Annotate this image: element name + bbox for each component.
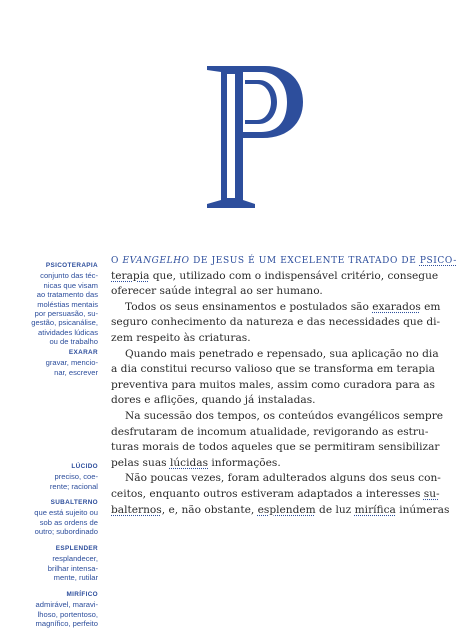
definition-line: conjunto das téc- <box>40 271 98 281</box>
glossary-term: PSICOTERAPIA <box>45 262 98 269</box>
definition-line: outro; subordinado <box>34 527 98 537</box>
text-line <box>111 253 457 269</box>
definition-line: que está sujeito ou <box>34 508 98 518</box>
glossary-link-lucido[interactable]: lúcidas <box>169 456 209 469</box>
opening-smallcaps: O EVANGELHO DE JESUS É UM EXCELENTE TRATADO DE PSICO- <box>111 256 457 266</box>
text-line: Na sucessão dos tempos, os conteúdos evangélicos sempre <box>125 409 444 422</box>
text-line: terapia que, utilizado com o indispensável critério, consegue <box>111 269 439 282</box>
glossary-link-exarar[interactable]: exarados <box>372 300 421 313</box>
text-line: preventiva para muitos males, assim como curadora para as <box>111 378 435 391</box>
drop-cap-letter <box>205 60 305 210</box>
definition-line: ou de trabalho <box>49 337 98 347</box>
definition-line: nicas que visam <box>43 280 98 290</box>
definition-line: atividades lúdicas <box>38 327 98 337</box>
text-line: desfrutaram de incomum atualidade, revigorando as estru- <box>111 425 429 438</box>
glossary-link-esplender[interactable]: esplendem <box>257 503 316 516</box>
glossary-definition <box>6 554 98 582</box>
text-line: zem respeito às criaturas. <box>111 331 251 344</box>
text-line: dores e aflições, quando já instaladas. <box>111 394 316 407</box>
glossary-link-subalterno[interactable]: su- <box>423 487 440 500</box>
glossary-term: LÚCIDO <box>71 463 98 470</box>
glossary-definition <box>6 508 98 536</box>
glossary-definition <box>6 271 98 346</box>
definition-line: nar, escrever <box>54 367 98 377</box>
text-line: balternos, e, não obstante, esplendem de luz mirífica inúmeras <box>111 503 450 516</box>
glossary-entry <box>6 590 98 629</box>
glossary-link-psicoterapia[interactable]: PSICO- <box>419 256 457 266</box>
definition-line: ao tratamento das <box>36 290 98 300</box>
glossary-term: SUBALTERNO <box>50 499 98 506</box>
glossary-link-mirifico[interactable]: mirífica <box>354 503 396 516</box>
definition-line: preciso, coe- <box>54 472 98 482</box>
definition-line: admirável, maravi- <box>35 600 98 610</box>
text-line: a dia constitui recurso valioso que se transforma em terapia <box>111 363 435 376</box>
definition-line: moléstias mentais <box>37 299 98 309</box>
definition-line: gravar, mencio- <box>45 358 98 368</box>
text-line: Quando mais penetrado e repensado, sua aplicação no dia <box>125 347 439 360</box>
glossary-term: EXARAR <box>68 349 98 356</box>
definition-line: gestão, psicanálise, <box>31 318 98 328</box>
glossary-sidebar <box>0 0 98 640</box>
text-line: Não poucas vezes, foram adulterados alguns dos seus con- <box>125 472 441 485</box>
glossary-term: ESPLENDER <box>55 545 98 552</box>
definition-line: sob as ordens de <box>39 517 98 527</box>
definition-line: rente; racional <box>49 481 98 491</box>
glossary-link-psicoterapia[interactable]: terapia <box>111 269 150 282</box>
text-line: pelas suas lúcidas informações. <box>111 456 281 469</box>
glossary-entry <box>6 544 98 583</box>
glossary-entry <box>6 498 98 537</box>
text-line: oferecer saúde integral ao ser humano. <box>111 285 323 298</box>
definition-line: resplandecer, <box>52 554 98 564</box>
text-line: turas morais de todos aqueles que se permitiram sensibilizar <box>111 441 440 454</box>
definition-line: brilhar intensa- <box>47 563 98 573</box>
definition-line: magnífico, perfeito <box>35 619 98 629</box>
text-line: ceitos, enquanto outros estiveram adaptados a interesses su- <box>111 487 440 500</box>
definition-line: mente, rutilar <box>53 573 98 583</box>
glossary-entry <box>6 261 98 347</box>
definition-line: lhoso, portentoso, <box>37 609 98 619</box>
text-line: Todos os seus ensinamentos e postulados são exarados em <box>125 300 441 313</box>
glossary-term: MIRÍFICO <box>66 591 98 598</box>
glossary-entry <box>6 348 98 377</box>
glossary-definition <box>6 600 98 628</box>
text-line: seguro conhecimento da natureza e das necessidades que di- <box>111 316 441 329</box>
glossary-definition <box>6 358 98 377</box>
definition-line: por persuasão, su- <box>34 309 98 319</box>
body-text <box>111 253 457 518</box>
glossary-entry <box>6 462 98 491</box>
glossary-link-subalterno[interactable]: balternos <box>111 503 162 516</box>
glossary-definition <box>6 472 98 491</box>
